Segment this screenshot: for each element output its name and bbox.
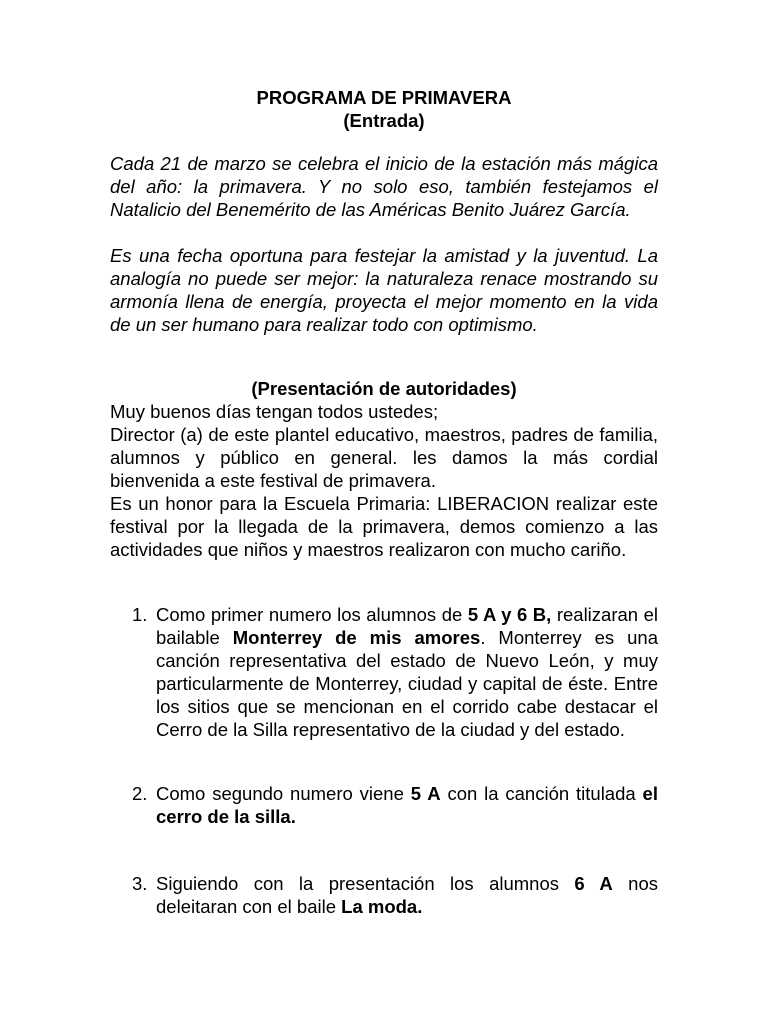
group-name: 5 A y 6 B, [467,604,552,625]
list-item-body: Como primer numero los alumnos de 5 A y 6 B, realizaran el bailable Monterrey de mis amores. Monterrey es una canción representativa del estado de Nuevo León, y muy particularmente de Monterrey, ciudad y capital de éste. Entre los sitios que se mencionan en el corrido cabe destacar el Cerro de la Silla representativo de la ciudad y del estado. [156,604,658,741]
list-item-number: 1. [132,604,148,625]
performance-title: el cerro de la silla. [156,783,658,828]
greeting-paragraph: Muy buenos días tengan todos ustedes; [110,401,439,422]
list-item-body: Como segundo numero viene 5 A con la canción titulada el cerro de la silla. [156,783,658,828]
list-item-body: Siguiendo con la presentación los alumnos 6 A nos deleitaran con el baile La moda. [156,873,658,918]
welcome-paragraph: Director (a) de este plantel educativo, maestros, padres de familia, alumnos y público en general. les damos la más cordial bienvenida a este festival de primavera. [110,424,658,492]
list-item [110,782,658,828]
section-heading: (Presentación de autoridades) [251,378,517,399]
list-item-number: 2. [132,783,148,804]
group-name: 6 A [574,873,613,894]
document-subtitle: (Entrada) [343,110,425,131]
intro-paragraph-1: Cada 21 de marzo se celebra el inicio de la estación más mágica del año: la primavera. Y no solo eso, también festejamos el Natalicio del Benemérito de las Américas Benito Juárez García. [110,153,658,221]
list-item-number: 3. [132,873,148,894]
group-name: 5 A [410,783,441,804]
list-item [110,872,658,918]
list-item [110,603,658,742]
performance-title: Monterrey de mis amores [232,627,481,649]
honor-paragraph: Es un honor para la Escuela Primaria: LIBERACION realizar este festival por la llegada de la primavera, demos comienzo a las actividades que niños y maestros realizaron con mucho cariño. [110,493,658,561]
performance-title: La moda. [341,896,423,918]
document-title: PROGRAMA DE PRIMAVERA [256,87,512,108]
intro-paragraph-2: Es una fecha oportuna para festejar la amistad y la juventud. La analogía no puede ser mejor: la naturaleza renace mostrando su armonía llena de energía, proyecta el mejor momento en la vida de un ser humano para realizar todo con optimismo. [110,245,658,336]
